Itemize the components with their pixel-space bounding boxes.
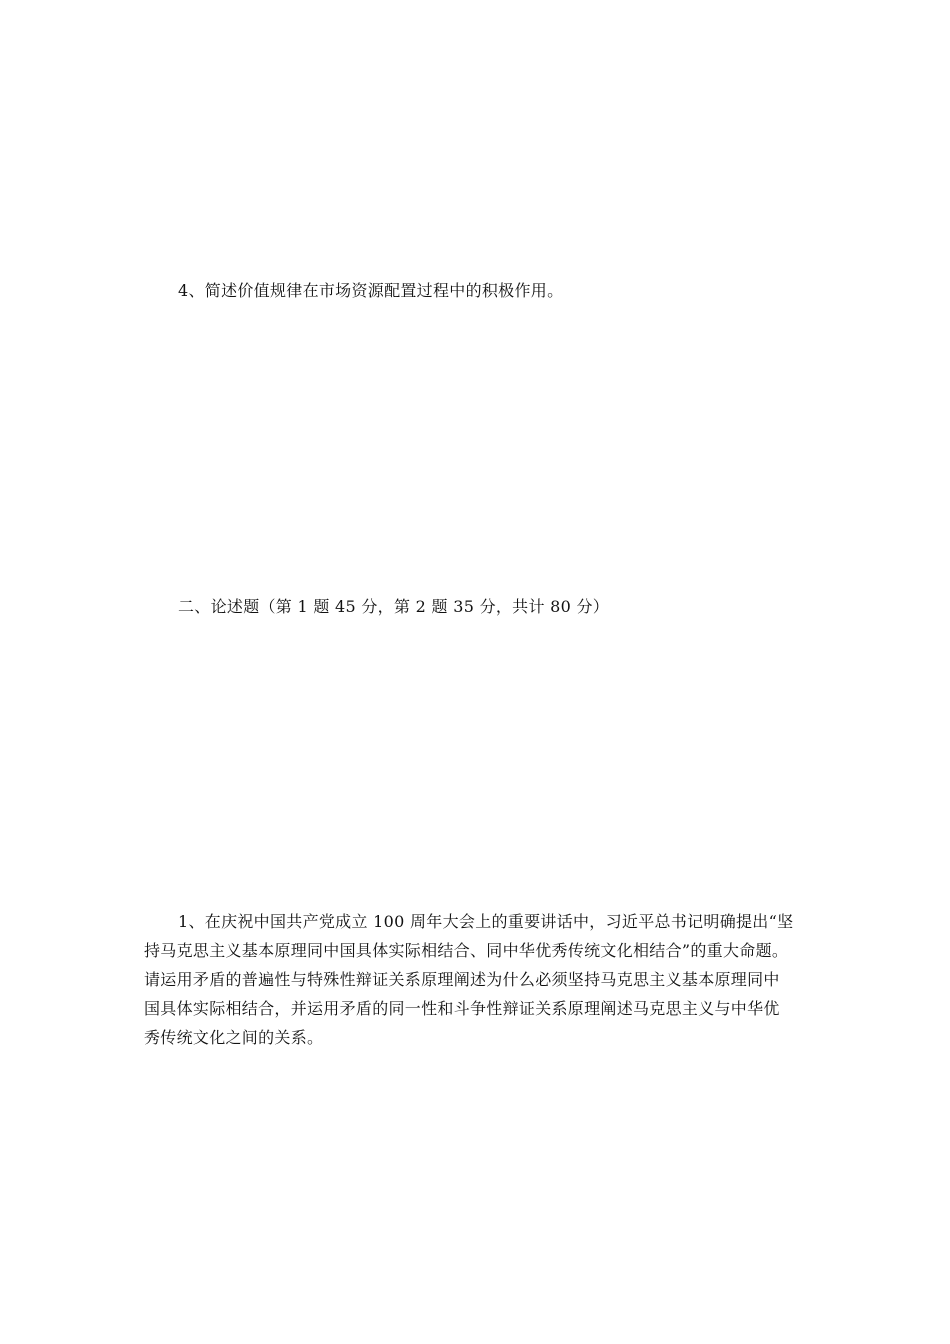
question-4-text: 4、简述价值规律在市场资源配置过程中的积极作用。 bbox=[178, 281, 564, 300]
essay-question-1-line: 国具体实际相结合，并运用矛盾的同一性和斗争性辩证关系原理阐述马克思主义与中华优 bbox=[144, 999, 780, 1018]
essay-question-1-line: 1、在庆祝中国共产党成立 100 周年大会上的重要讲话中，习近平总书记明确提出“坚 bbox=[178, 912, 794, 931]
essay-question-1 bbox=[144, 911, 808, 1056]
section-2-heading: 二、论述题（第 1 题 45 分，第 2 题 35 分，共计 80 分） bbox=[178, 597, 610, 616]
essay-question-1-line: 秀传统文化之间的关系。 bbox=[144, 1028, 324, 1047]
essay-question-1-line: 请运用矛盾的普遍性与特殊性辩证关系原理阐述为什么必须坚持马克思主义基本原理同中 bbox=[144, 970, 780, 989]
essay-question-1-line: 持马克思主义基本原理同中国具体实际相结合、同中华优秀传统文化相结合”的重大命题。 bbox=[144, 941, 789, 960]
